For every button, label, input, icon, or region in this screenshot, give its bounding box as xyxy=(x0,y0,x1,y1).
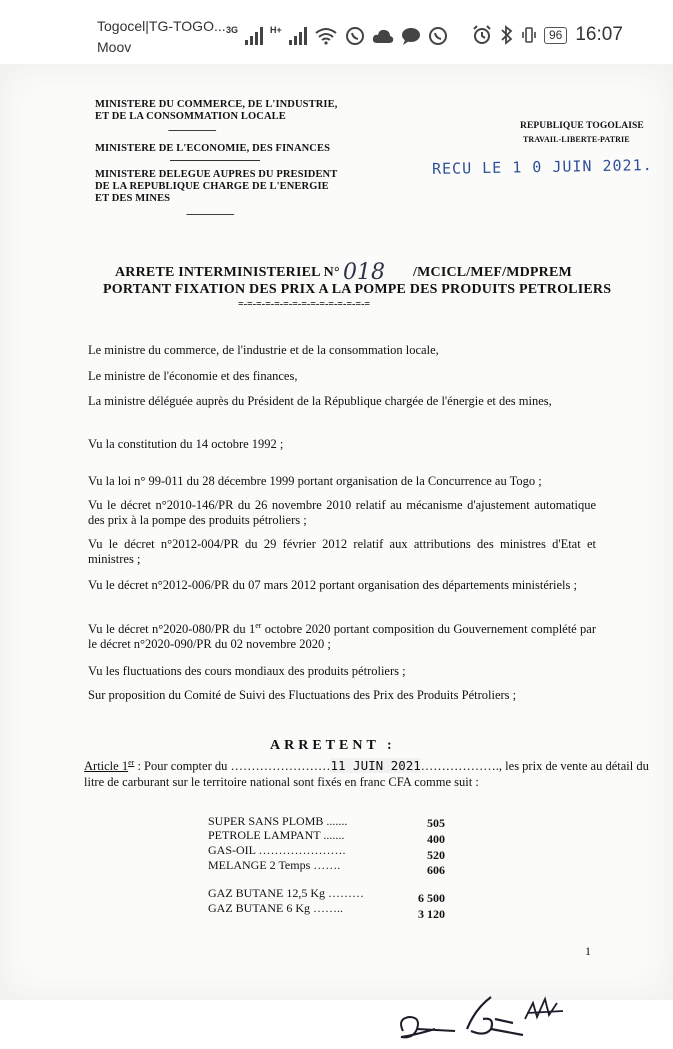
header-separator-2: ------------------- xyxy=(186,209,234,220)
carrier-secondary: Moov xyxy=(97,39,132,55)
title-line1-prefix: ARRETE INTERMINISTERIEL N° xyxy=(115,265,340,280)
article-intro: : Pour compter du …………………… xyxy=(134,759,331,774)
status-icons-left xyxy=(226,26,448,46)
price-value-butane-6: 3 120 xyxy=(418,907,445,921)
network-type-3g: 3G xyxy=(226,25,239,35)
decree-heading: ARRETENT : xyxy=(270,738,396,753)
signal-strength-icon-2 xyxy=(289,27,307,45)
signatures-image xyxy=(395,989,575,1049)
battery-icon xyxy=(544,27,567,44)
consideration-decree-2012-004: Vu le décret n°2012-004/PR du 29 février 2012 relatif aux attributions des ministres d'Etat et ministres ; xyxy=(88,537,596,566)
article-effective-date: 11 JUIN 2021 xyxy=(330,758,421,774)
clock: 16:07 xyxy=(575,24,623,45)
network-type-hplus: H+ xyxy=(270,25,282,35)
price-value-melange: 606 xyxy=(427,863,445,877)
consideration-constitution: Vu la constitution du 14 octobre 1992 ; xyxy=(88,437,284,451)
ministry-commerce-line1: MINISTERE DU COMMERCE, DE L'INDUSTRIE, xyxy=(95,99,338,110)
republic-name: REPUBLIQUE TOGOLAISE xyxy=(520,121,644,131)
title-underline: =-=-=-=-=-=-=-=-=-=-=-=-=-=-= xyxy=(238,299,371,310)
ordinal-suffix: er xyxy=(255,621,262,630)
status-icons-right xyxy=(472,24,623,46)
price-label-butane-125: GAZ BUTANE 12,5 Kg ……… xyxy=(208,886,365,900)
minister-economy: Le ministre de l'économie et des finances, xyxy=(88,369,298,383)
chat-bubble-icon xyxy=(401,27,421,45)
price-label-melange: MELANGE 2 Temps ……. xyxy=(208,858,341,872)
article-ordinal: er xyxy=(128,758,135,767)
price-value-gasoil: 520 xyxy=(427,848,445,862)
whatsapp-icon-2 xyxy=(428,26,448,46)
signal-strength-icon xyxy=(245,27,263,45)
cloud-icon xyxy=(372,28,394,44)
bluetooth-icon xyxy=(500,25,514,45)
title-line2: PORTANT FIXATION DES PRIX A LA POMPE DES PRODUITS PETROLIERS xyxy=(103,282,612,297)
scanned-document xyxy=(0,64,673,1000)
consideration-decree-2020-end: octobre 2020 portant composition du Gouvernement complété par le décret n°2020-090/PR du 02 novembre 2020 ; xyxy=(88,622,596,652)
consideration-decree-2012-006: Vu le décret n°2012-006/PR du 07 mars 2012 portant organisation des départements ministériels ; xyxy=(88,578,577,592)
article-1-line2: litre de carburant sur le territoire national sont fixés en franc CFA comme suit : xyxy=(84,775,479,789)
header-separator-1: ------------------- xyxy=(168,125,216,136)
consideration-committee: Sur proposition du Comité de Suivi des Fluctuations des Prix des Produits Pétroliers ; xyxy=(88,688,517,702)
price-label-butane-6: GAZ BUTANE 6 Kg …….. xyxy=(208,901,344,915)
title-line1-suffix: /MCICL/MEF/MDPREM xyxy=(413,265,572,280)
article-label: Article 1 xyxy=(84,759,129,774)
whatsapp-icon xyxy=(345,26,365,46)
battery-level: 96 xyxy=(549,27,563,42)
article-rest: ………………., les prix de vente au détail du xyxy=(420,759,649,774)
received-stamp: RECU LE 1 0 JUIN 2021. xyxy=(431,156,653,178)
page-number: 1 xyxy=(585,944,591,958)
consideration-decree-2010: Vu le décret n°2010-146/PR du 26 novembre 2010 relatif au mécanisme d'ajustement automatique des prix à la pompe des produits pétroliers ; xyxy=(88,498,596,527)
price-label-gasoil: GAS-OIL …………………. xyxy=(208,843,346,857)
ministry-commerce-line2: ET DE LA CONSOMMATION LOCALE xyxy=(95,111,286,122)
ministry-economy: MINISTERE DE L'ECONOMIE, DES FINANCES xyxy=(95,143,331,154)
republic-motto: TRAVAIL-LIBERTE-PATRIE xyxy=(523,135,630,144)
ministry-energy-line3: ET DES MINES xyxy=(95,193,171,204)
article-1-line1 xyxy=(84,758,649,774)
wifi-icon xyxy=(314,27,338,45)
consideration-decree-2020-start: Vu le décret n°2020-080/PR du 1 xyxy=(88,622,256,637)
price-value-super: 505 xyxy=(427,816,445,830)
consideration-decree-2020 xyxy=(88,621,596,652)
minister-commerce: Le ministre du commerce, de l'industrie et de la consommation locale, xyxy=(88,343,439,357)
status-bar xyxy=(0,0,673,64)
ministry-energy-line2: DE LA REPUBLIQUE CHARGE DE L'ENERGIE xyxy=(95,181,329,192)
minister-energy: La ministre déléguée auprès du Président de la République chargée de l'énergie et des mines, xyxy=(88,394,552,408)
consideration-law: Vu la loi n° 99-011 du 28 décembre 1999 portant organisation de la Concurrence au Togo ; xyxy=(88,474,542,488)
price-label-petrole: PETROLE LAMPANT ....... xyxy=(208,828,345,842)
decree-number-handwritten: 018 xyxy=(343,260,385,285)
header-divider xyxy=(170,160,260,161)
carrier-primary: Togocel|TG-TOGO... xyxy=(97,18,226,34)
price-value-butane-125: 6 500 xyxy=(418,891,445,905)
alarm-icon xyxy=(472,25,492,45)
vibrate-icon xyxy=(522,25,536,45)
ministry-energy-line1: MINISTERE DELEGUE AUPRES DU PRESIDENT xyxy=(95,169,338,180)
consideration-fluctuations: Vu les fluctuations des cours mondiaux des produits pétroliers ; xyxy=(88,664,406,678)
price-label-super: SUPER SANS PLOMB ....... xyxy=(208,814,348,828)
price-value-petrole: 400 xyxy=(427,832,445,846)
